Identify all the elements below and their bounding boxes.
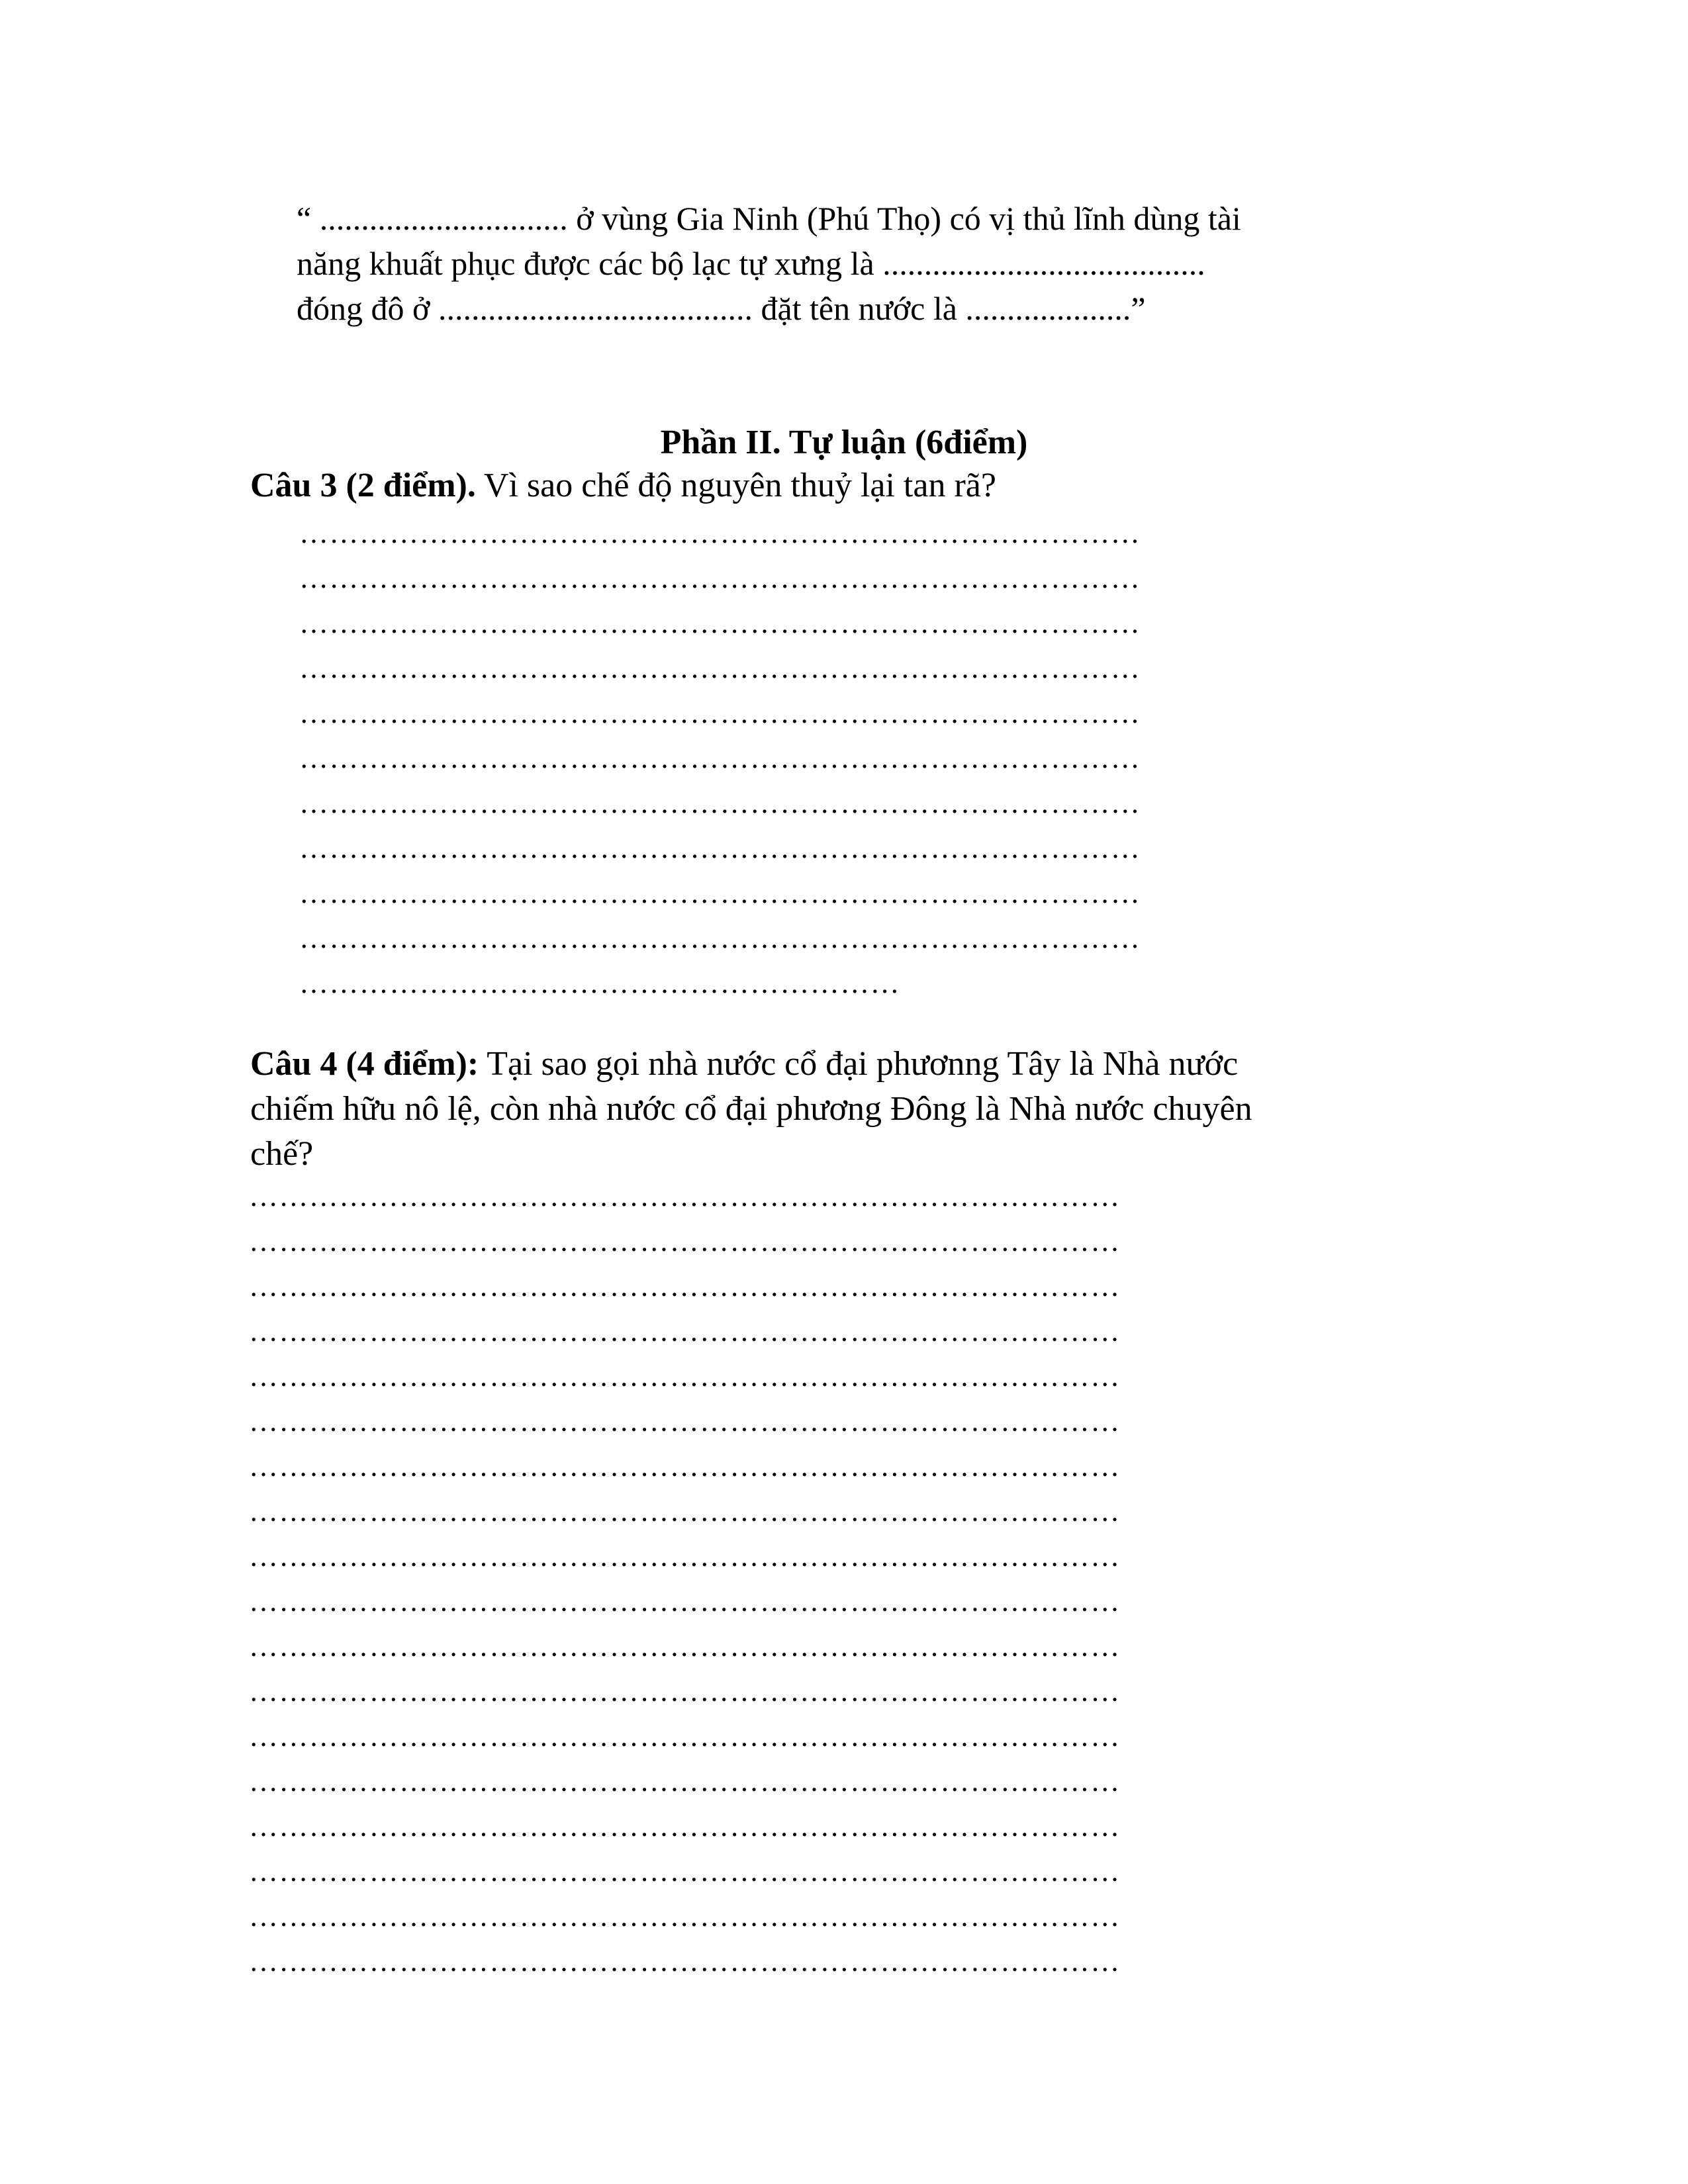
- answer-line: …………………………………………………………………………: [299, 832, 1141, 864]
- answer-line: ……………………………………………………………………………: [249, 1360, 1121, 1392]
- question-4-line-2: chiếm hữu nô lệ, còn nhà nước cổ đại phương Đông là Nhà nước chuyên: [250, 1090, 1252, 1128]
- answer-line: ……………………………………………………………………………: [249, 1765, 1121, 1797]
- question-4-line-1: [250, 1042, 1415, 1087]
- question-3-answer-area: [299, 511, 1425, 1006]
- answer-line: …………………………………………………………………………: [299, 922, 1141, 954]
- answer-line: ……………………………………………………………………………: [249, 1270, 1121, 1302]
- answer-line: ……………………………………………………………………………: [249, 1225, 1121, 1257]
- fill-in-blank-paragraph: [297, 196, 1422, 331]
- answer-line: ……………………………………………………………………………: [249, 1810, 1121, 1843]
- question-4: [250, 1042, 1415, 1177]
- fill-in-blank-line-2: năng khuất phục được các bộ lạc tự xưng là .......................................: [297, 245, 1205, 282]
- answer-line: …………………………………………………………………………: [299, 697, 1141, 729]
- answer-line: ……………………………………………………………………………: [249, 1855, 1121, 1888]
- answer-line: ……………………………………………………………………………: [249, 1495, 1121, 1527]
- question-4-text-1: Tại sao gọi nhà nước cổ đại phươnng Tây là Nhà nước: [479, 1045, 1239, 1083]
- question-4-line-3: chế?: [250, 1135, 314, 1173]
- answer-line: ……………………………………………………………………………: [249, 1945, 1121, 1978]
- answer-line: …………………………………………………………………………: [299, 652, 1141, 684]
- answer-line: …………………………………………………………………………: [299, 787, 1141, 819]
- answer-line: ……………………………………………………………………………: [249, 1675, 1121, 1707]
- answer-line: ……………………………………………………………………………: [249, 1630, 1121, 1662]
- fill-in-blank-line-3: đóng đô ở ...................................... đặt tên nước là ....................”: [297, 290, 1146, 327]
- question-3: [250, 463, 1442, 508]
- answer-line: ……………………………………………………………………………: [249, 1585, 1121, 1617]
- answer-line: ……………………………………………………………………………: [249, 1315, 1121, 1347]
- answer-line: …………………………………………………………………………: [299, 742, 1141, 774]
- answer-line: ……………………………………………………: [299, 967, 900, 999]
- fill-in-blank-line-1: “ .............................. ở vùng Gia Ninh (Phú Thọ) có vị thủ lĩnh dùng tài: [297, 200, 1241, 237]
- answer-line: …………………………………………………………………………: [299, 562, 1141, 594]
- question-4-answer-area: [249, 1174, 1414, 1984]
- answer-line: …………………………………………………………………………: [299, 607, 1141, 639]
- answer-line: ……………………………………………………………………………: [249, 1405, 1121, 1437]
- section-heading: Phần II. Tự luận (6điểm): [660, 424, 1028, 461]
- question-3-label: Câu 3 (2 điểm).: [250, 467, 476, 504]
- answer-line: …………………………………………………………………………: [299, 517, 1141, 549]
- question-4-label: Câu 4 (4 điểm):: [250, 1045, 479, 1083]
- answer-line: ……………………………………………………………………………: [249, 1900, 1121, 1933]
- answer-line: ……………………………………………………………………………: [249, 1180, 1121, 1212]
- question-3-text: Vì sao chế độ nguyên thuỷ lại tan rã?: [475, 467, 996, 504]
- answer-line: ……………………………………………………………………………: [249, 1540, 1121, 1572]
- answer-line: ……………………………………………………………………………: [249, 1450, 1121, 1482]
- answer-line: …………………………………………………………………………: [299, 877, 1141, 909]
- answer-line: ……………………………………………………………………………: [249, 1720, 1121, 1752]
